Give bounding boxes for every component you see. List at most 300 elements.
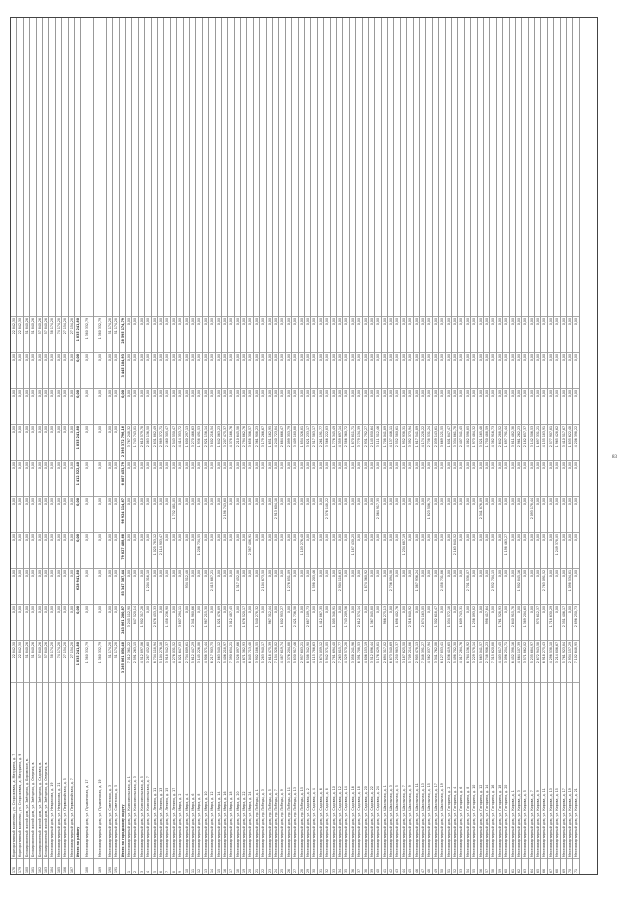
table-cell-name: Многоквартирный дом, ул. Гагарина, д. 2 xyxy=(446,682,451,858)
table-cell-c9: 0,00 xyxy=(446,352,451,388)
table-cell-c5: 0,00 xyxy=(548,496,553,532)
table-cell-c7: 2 543 550,47 xyxy=(171,424,176,460)
table-cell-c6: 0,00 xyxy=(567,460,572,496)
table-cell-name: Многоквартирный дом, ул. Школьная, д. 17 xyxy=(433,682,438,858)
table-cell-c4: 0,00 xyxy=(75,532,80,568)
table-cell-c7: 1 952 938,31 xyxy=(401,424,406,460)
table-cell-c3: 0,00 xyxy=(324,568,329,604)
table-cell-c7: 2 931 792,27 xyxy=(363,424,368,460)
table-cell-no: 52 xyxy=(452,858,457,874)
table-cell-c10: 0,00 xyxy=(510,316,515,352)
table-cell-c10: 0,00 xyxy=(279,316,284,352)
table-cell-name: Многоквартирный дом, ул. Школьная, д. 3 xyxy=(388,682,393,858)
table-cell-name: Корпоративный комплекс, ул. Сторожевая, д. Мазурина, д. 7 xyxy=(11,682,16,858)
table-cell-no: 16 xyxy=(222,858,227,874)
table-cell-c3: 0,00 xyxy=(503,568,508,604)
table-cell-c9: 0,00 xyxy=(132,352,137,388)
table-cell-c10: 0,00 xyxy=(267,316,272,352)
table-cell-c4: 0,00 xyxy=(331,532,336,568)
table-cell-c6: 0,00 xyxy=(254,460,259,496)
table-cell-c9: 0,00 xyxy=(113,352,118,388)
table-cell-no: 8 xyxy=(171,858,176,874)
table-cell-c6: 0,00 xyxy=(561,460,566,496)
table-cell-no: 64 xyxy=(529,858,534,874)
table-cell-no: 1 xyxy=(126,858,131,874)
table-cell-c1: 3 341 762,08 xyxy=(433,640,438,682)
table-cell-c3: 0,00 xyxy=(299,568,304,604)
table-cell-c7: 4 378 166,76 xyxy=(228,424,233,460)
table-cell-c5: 0,00 xyxy=(56,496,61,532)
table-cell-c7: 1 800 297,13 xyxy=(184,424,189,460)
table-cell-c3: 0,00 xyxy=(203,568,208,604)
table-cell-c7: 0,00 xyxy=(81,424,93,460)
table-cell-c8: 0,00 xyxy=(369,388,374,424)
table-cell-c10: 1 380 332,79 xyxy=(94,316,106,352)
table-cell-c4: 0,00 xyxy=(56,532,61,568)
table-cell-no: 36 xyxy=(350,858,355,874)
table-cell-c5: 0,00 xyxy=(541,496,546,532)
table-cell-c5: 0,00 xyxy=(433,496,438,532)
table-cell-name: Многоквартирный дом, ул. Мира, д. 12 xyxy=(209,682,214,858)
table-cell-c5: 0,00 xyxy=(331,496,336,532)
table-cell-c5: 0,00 xyxy=(363,496,368,532)
table-cell-c9: 0,00 xyxy=(388,352,393,388)
table-cell-c3: 2 104 673,50 xyxy=(260,568,265,604)
table-cell-c9: 0,00 xyxy=(548,352,553,388)
table-cell-name: Многоквартирный дом, ул. Школьная, д. 1 xyxy=(382,682,387,858)
table-cell-c9: 0,00 xyxy=(171,352,176,388)
table-cell-c9: 0,00 xyxy=(554,352,559,388)
table-cell-c4: 0,00 xyxy=(241,532,246,568)
table-cell-c7: 3 658 306,57 xyxy=(247,424,252,460)
table-cell-c7: 1 776 345,49 xyxy=(331,424,336,460)
table-cell-c4: 0,00 xyxy=(420,532,425,568)
table-cell-no: 178 xyxy=(11,858,16,874)
table-cell-c4: 0,00 xyxy=(267,532,272,568)
table-cell-c8: 0,00 xyxy=(573,388,578,424)
table-cell-c3: 0,00 xyxy=(37,568,42,604)
table-cell-c8: 0,00 xyxy=(107,388,112,424)
table-cell-c7: 2 610 579,78 xyxy=(139,424,144,460)
table-cell-c9: 0,00 xyxy=(190,352,195,388)
table-cell-name: Многоквартирный дом, ул. Первомайская, д. 7 xyxy=(69,682,74,858)
table-cell-c3: 0,00 xyxy=(139,568,144,604)
table-cell-c5: 0,00 xyxy=(394,496,399,532)
table-cell-c2: 1 987 215,30 xyxy=(203,604,208,640)
table-cell-c2: 0,00 xyxy=(324,604,329,640)
table-cell-c1: 2 591 263,15 xyxy=(132,640,137,682)
table-cell-c6: 0,00 xyxy=(516,460,521,496)
table-cell-c5: 0,00 xyxy=(69,496,74,532)
table-cell-c6: 0,00 xyxy=(17,460,22,496)
table-cell-name: Многоквартирный дом, ул. Садовая, д. 10 xyxy=(331,682,336,858)
table-cell-c6: 0,00 xyxy=(260,460,265,496)
table-cell-c5: 0,00 xyxy=(554,496,559,532)
table-cell-c10: 0,00 xyxy=(407,316,412,352)
table-cell-c5: 96 924 114,67 xyxy=(120,496,125,532)
table-cell-c1: 51 840,26 xyxy=(24,640,29,682)
table-cell-c8: 0,00 xyxy=(331,388,336,424)
table-cell-c7: 4 240 723,84 xyxy=(273,424,278,460)
table-cell-name: Многоквартирный дом, ул. Мира, д. 18 xyxy=(228,682,233,858)
table-cell-c7: 1 835 241,80 xyxy=(75,424,80,460)
table-cell-name: Многоквартирный дом, ул. Садовая, д. 2 xyxy=(305,682,310,858)
table-cell-c7: 3 566 222,83 xyxy=(324,424,329,460)
table-cell-c2: 0,00 xyxy=(260,604,265,640)
table-cell-no: 21 xyxy=(254,858,259,874)
table-cell-name: Многоквартирный дом, ул. Гагарина, д. 10 xyxy=(471,682,476,858)
table-cell-c7: 2 361 908,23 xyxy=(254,424,259,460)
table-cell-c10: 0,00 xyxy=(369,316,374,352)
table-cell-c4: 0,00 xyxy=(414,532,419,568)
table-cell-c8: 0,00 xyxy=(554,388,559,424)
table-cell-c1: 2 748 906,23 xyxy=(484,640,489,682)
table-cell-c8: 0,00 xyxy=(388,388,393,424)
table-cell-name: Многоквартирный дом, ул. Комсомольская, д. 5 xyxy=(139,682,144,858)
table-cell-c5: 0,00 xyxy=(107,496,112,532)
table-cell-c10: 0,00 xyxy=(414,316,419,352)
table-cell-c7: 3 179 266,67 xyxy=(260,424,265,460)
table-cell-c8: 0,00 xyxy=(177,388,182,424)
table-cell-c3: 0,00 xyxy=(43,568,48,604)
table-cell-c9: 0,00 xyxy=(311,352,316,388)
table-cell-c8: 0,00 xyxy=(318,388,323,424)
table-row xyxy=(81,18,94,874)
table-cell-c4: 0,00 xyxy=(363,532,368,568)
table-cell-c10: 0,00 xyxy=(478,316,483,352)
table-cell-c8: 0,00 xyxy=(382,388,387,424)
table-cell-c2: 3 245 112,90 xyxy=(126,604,131,640)
table-cell-c6: 0,00 xyxy=(37,460,42,496)
table-cell-c10: 0,00 xyxy=(254,316,259,352)
table-cell-c2: 2 876 453,33 xyxy=(152,604,157,640)
table-cell-c2: 0,00 xyxy=(184,604,189,640)
table-cell-c10: 57 840,26 xyxy=(43,316,48,352)
table-cell-no: 25 xyxy=(279,858,284,874)
table-cell-no: 44 xyxy=(401,858,406,874)
table-cell-c1: 2 734 809,61 xyxy=(184,640,189,682)
table-cell-no: 39 xyxy=(369,858,374,874)
table-cell-c9: 0,00 xyxy=(478,352,483,388)
table-cell-no: 42 xyxy=(388,858,393,874)
table-cell-no: 186 xyxy=(62,858,67,874)
table-cell-c8: 0,00 xyxy=(292,388,297,424)
table-cell-c1: 2 905 478,13 xyxy=(414,640,419,682)
table-cell-c6: 1 412 522,40 xyxy=(75,460,80,496)
table-cell-c1: 4 296 538,10 xyxy=(548,640,553,682)
table-cell-name: Многоквартирный дом, ул. Садовая, д. 22 xyxy=(369,682,374,858)
table-cell-c8: 0,00 xyxy=(56,388,61,424)
table-cell-c5: 0,00 xyxy=(184,496,189,532)
table-cell-c6: 0,00 xyxy=(94,460,106,496)
table-cell-c2: 0,00 xyxy=(414,604,419,640)
table-cell-c5: 0,00 xyxy=(318,496,323,532)
table-cell-c9: 0,00 xyxy=(541,352,546,388)
table-cell-c4: 0,00 xyxy=(433,532,438,568)
table-cell-c1: 8 021 647,83 xyxy=(177,640,182,682)
table-cell-c5: 0,00 xyxy=(420,496,425,532)
table-cell-c7: 4 382 916,73 xyxy=(490,424,495,460)
table-cell-c1: 6 452 398,16 xyxy=(510,640,515,682)
table-cell-c4: 1 234 687,19 xyxy=(401,532,406,568)
table-cell-c1: 7 315 620,88 xyxy=(490,640,495,682)
table-cell-c4: 0,00 xyxy=(484,532,489,568)
table-cell-c3: 0,00 xyxy=(113,568,118,604)
table-cell-c3: 0,00 xyxy=(24,568,29,604)
table-cell-c6: 0,00 xyxy=(375,460,380,496)
table-cell-c2: 1 005 348,91 xyxy=(331,604,336,640)
table-cell-c10: 0,00 xyxy=(471,316,476,352)
table-cell-c1: 4 512 897,06 xyxy=(139,640,144,682)
table-cell-c2: 0,00 xyxy=(516,604,521,640)
table-cell-c9: 0,00 xyxy=(414,352,419,388)
table-cell-c9: 0,00 xyxy=(561,352,566,388)
table-cell-c4: 0,00 xyxy=(279,532,284,568)
table-cell-c9: 0,00 xyxy=(510,352,515,388)
table-cell-c4: 1 198 463,27 xyxy=(503,532,508,568)
table-cell-c4: 0,00 xyxy=(107,532,112,568)
table-cell-c2: 1 540 278,32 xyxy=(254,604,259,640)
table-cell-c10: 0,00 xyxy=(331,316,336,352)
table-cell-c7: 3 811 482,38 xyxy=(510,424,515,460)
table-cell-c10: 0,00 xyxy=(561,316,566,352)
table-cell-c8: 0,00 xyxy=(164,388,169,424)
table-cell-c8: 0,00 xyxy=(407,388,412,424)
table-cell-c6: 0,00 xyxy=(497,460,502,496)
table-cell-c7: 2 517 583,17 xyxy=(311,424,316,460)
table-cell-c10: 0,00 xyxy=(388,316,393,352)
table-cell-c10: 0,00 xyxy=(426,316,431,352)
table-cell-c6: 0,00 xyxy=(510,460,515,496)
table-cell-c1: 5 498 702,30 xyxy=(452,640,457,682)
table-cell-no: 14 xyxy=(209,858,214,874)
table-cell-c3: 0,00 xyxy=(49,568,54,604)
table-cell-c9: 0,00 xyxy=(209,352,214,388)
table-cell-name: Многоквартирный дом, ул. Садовая, д. 6 xyxy=(318,682,323,858)
table-cell-c4: 0,00 xyxy=(203,532,208,568)
table-cell-c7: 2 794 862,76 xyxy=(241,424,246,460)
table-cell-c6: 0,00 xyxy=(139,460,144,496)
table-row xyxy=(573,18,579,874)
table-cell-name: Многоквартирный дом, ул. Гагарина, д. 14 xyxy=(484,682,489,858)
table-cell-c6: 0,00 xyxy=(311,460,316,496)
table-cell-c8: 0,00 xyxy=(484,388,489,424)
table-cell-no: 12 xyxy=(196,858,201,874)
table-cell-c3: 0,00 xyxy=(510,568,515,604)
table-cell-c6: 0,00 xyxy=(433,460,438,496)
table-cell-no: 43 xyxy=(394,858,399,874)
table-cell-c6: 0,00 xyxy=(209,460,214,496)
table-cell-c6: 0,00 xyxy=(235,460,240,496)
table-cell-c10: 0,00 xyxy=(503,316,508,352)
table-cell-c6: 0,00 xyxy=(503,460,508,496)
table-cell-c7: 2 989 372,71 xyxy=(158,424,163,460)
table-cell-c4: 0,00 xyxy=(216,532,221,568)
table-cell-c8: 0,00 xyxy=(196,388,201,424)
table-cell-no: 47 xyxy=(420,858,425,874)
table-cell-no: 32 xyxy=(324,858,329,874)
table-cell-no: 69 xyxy=(561,858,566,874)
table-cell-c3: 0,00 xyxy=(497,568,502,604)
table-cell-c2: 1 743 209,56 xyxy=(343,604,348,640)
table-cell-c7: 3 779 134,39 xyxy=(356,424,361,460)
table-cell-c1: 3 902 186,55 xyxy=(254,640,259,682)
table-cell-c9: 0,00 xyxy=(158,352,163,388)
table-cell-c7: 0,00 xyxy=(69,424,74,460)
table-cell-c10: 22 842,30 xyxy=(11,316,16,352)
table-cell-c8: 0,00 xyxy=(426,388,431,424)
table-cell-c1: 5 942 371,05 xyxy=(324,640,329,682)
table-cell-c7: 2 577 907,81 xyxy=(548,424,553,460)
table-cell-no: 24 xyxy=(273,858,278,874)
table-cell-c5: 2 913 604,18 xyxy=(273,496,278,532)
table-cell-c2: 0,00 xyxy=(158,604,163,640)
table-cell-c7: 1 651 162,95 xyxy=(267,424,272,460)
table-cell-c8: 0,00 xyxy=(222,388,227,424)
table-cell-c9: 0,00 xyxy=(567,352,572,388)
table-cell-c8: 0,00 xyxy=(81,388,93,424)
table-cell-c9: 0,00 xyxy=(497,352,502,388)
table-cell-c6: 0,00 xyxy=(465,460,470,496)
table-cell-c2: 0,00 xyxy=(478,604,483,640)
table-cell-no: 50 xyxy=(439,858,444,874)
table-cell-c5: 0,00 xyxy=(241,496,246,532)
table-cell-c8: 0,00 xyxy=(324,388,329,424)
table-cell-c9: 0,00 xyxy=(11,352,16,388)
table-cell-c5: 0,00 xyxy=(132,496,137,532)
table-cell-c8: 0,00 xyxy=(401,388,406,424)
table-cell-c4: 0,00 xyxy=(30,532,35,568)
table-cell-c2: 0,00 xyxy=(171,604,176,640)
table-cell-c10: 27 154,28 xyxy=(62,316,67,352)
table-cell-c6: 0,00 xyxy=(196,460,201,496)
table-cell-c10: 0,00 xyxy=(209,316,214,352)
table-cell-c10: 51 840,26 xyxy=(30,316,35,352)
table-cell-c3: 0,00 xyxy=(407,568,412,604)
table-cell-c7: 1 835 622,48 xyxy=(567,424,572,460)
table-cell-name: Многоквартирный дом, ул. Ленина, д. 15 xyxy=(164,682,169,858)
table-cell-c9: 0,00 xyxy=(196,352,201,388)
table-cell-c10: 0,00 xyxy=(305,316,310,352)
table-cell-c6: 0,00 xyxy=(184,460,189,496)
table-cell-name: Многоквартирный дом, пр. Победы, д. 11 xyxy=(286,682,291,858)
table-cell-c9: 0,00 xyxy=(363,352,368,388)
table-cell-c5: 0,00 xyxy=(177,496,182,532)
table-cell-c9: 0,00 xyxy=(152,352,157,388)
table-cell-c4: 0,00 xyxy=(113,532,118,568)
table-cell-c4: 0,00 xyxy=(394,532,399,568)
table-cell-name: Многоквартирный дом, ул. Школьная, д. 11 xyxy=(414,682,419,858)
table-cell-c6: 0,00 xyxy=(222,460,227,496)
table-cell-name: Многоквартирный дом, ул. Кирова, д. 17 xyxy=(561,682,566,858)
table-cell-c10: 0,00 xyxy=(541,316,546,352)
table-cell-c5: 1 823 506,70 xyxy=(426,496,431,532)
table-cell-c1: 7 390 654,21 xyxy=(228,640,233,682)
table-cell-no: 57 xyxy=(484,858,489,874)
table-cell-c7: 4 414 353,72 xyxy=(177,424,182,460)
table-cell-c7: 4 155 183,91 xyxy=(541,424,546,460)
table-cell-c2: 0,00 xyxy=(567,604,572,640)
table-cell-no: 184 xyxy=(49,858,54,874)
table-cell-c1: 5 863 041,57 xyxy=(478,640,483,682)
table-cell-c9: 0,00 xyxy=(235,352,240,388)
table-cell-c3: 0,00 xyxy=(228,568,233,604)
table-cell-c1: 3 512 896,44 xyxy=(369,640,374,682)
table-cell-c5: 0,00 xyxy=(388,496,393,532)
table-cell-c7: 1 973 484,32 xyxy=(471,424,476,460)
table-cell-c1: 5 176 429,81 xyxy=(375,640,380,682)
table-cell-c9: 0,00 xyxy=(382,352,387,388)
table-cell-c8: 0,00 xyxy=(75,388,80,424)
table-cell-c4: 0,00 xyxy=(522,532,527,568)
table-cell-c1: 27 154,28 xyxy=(62,640,67,682)
table-cell-c6: 0,00 xyxy=(452,460,457,496)
table-cell-c5: 0,00 xyxy=(216,496,221,532)
table-cell-c1: 3 058 241,96 xyxy=(350,640,355,682)
table-cell-c2: 1 609 743,31 xyxy=(458,604,463,640)
table-cell-c7: 1 854 326,81 xyxy=(299,424,304,460)
table-cell-c6: 0,00 xyxy=(273,460,278,496)
table-cell-c8: 0,00 xyxy=(337,388,342,424)
table-cell-c5: 0,00 xyxy=(311,496,316,532)
table-cell-c7: 2 684 666,47 xyxy=(279,424,284,460)
table-cell-name: Многоквартирный дом, ул. Советская, д. 3 xyxy=(107,682,112,858)
table-cell-c3: 0,00 xyxy=(171,568,176,604)
table-cell-c4: 0,00 xyxy=(561,532,566,568)
table-cell-c6: 0,00 xyxy=(350,460,355,496)
table-cell-c1: 2 863 540,12 xyxy=(216,640,221,682)
table-cell-no: 183 xyxy=(43,858,48,874)
table-cell-c7: 1 743 743,01 xyxy=(132,424,137,460)
table-cell-no: 19 xyxy=(241,858,246,874)
table-cell-c5: 0,00 xyxy=(567,496,572,532)
table-cell-c2: 0,00 xyxy=(107,604,112,640)
table-cell-c10: 0,00 xyxy=(567,316,572,352)
table-cell-name: Многоквартирный дом, ул. Гагарина, д. 4 xyxy=(452,682,457,858)
data-table xyxy=(10,17,598,875)
table-cell-c5: 0,00 xyxy=(382,496,387,532)
table-cell-c1: 6 734 118,94 xyxy=(152,640,157,682)
table-cell-c7: 2 407 541,45 xyxy=(458,424,463,460)
table-cell-c3: 0,00 xyxy=(369,568,374,604)
table-cell-c7: 3 409 180,88 xyxy=(292,424,297,460)
table-cell-c2: 0,00 xyxy=(541,604,546,640)
table-cell-c5: 0,00 xyxy=(356,496,361,532)
table-cell-c4: 0,00 xyxy=(407,532,412,568)
table-cell-c3: 0,00 xyxy=(573,568,578,604)
table-cell-no: 28 xyxy=(299,858,304,874)
table-cell-c6: 0,00 xyxy=(56,460,61,496)
table-cell-c3: 0,00 xyxy=(471,568,476,604)
table-cell-name: Многоквартирный дом, ул. Комсомольская, д. 1 xyxy=(126,682,131,858)
table-cell-c5: 0,00 xyxy=(350,496,355,532)
table-cell-no: 191 xyxy=(113,858,118,874)
table-cell-c7: 0,00 xyxy=(24,424,29,460)
table-cell-name: Многоквартирный дом, ул. Садовая, д. 4 xyxy=(311,682,316,858)
table-cell-c4: 0,00 xyxy=(171,532,176,568)
table-cell-c10: 0,00 xyxy=(139,316,144,352)
table-cell-c1: 4 115 786,63 xyxy=(311,640,316,682)
table-cell-c7: 1 938 491,53 xyxy=(196,424,201,460)
table-cell-c2: 0,00 xyxy=(196,604,201,640)
table-cell-c5: 0,00 xyxy=(497,496,502,532)
table-cell-c3: 0,00 xyxy=(535,568,540,604)
table-cell-c10: 0,00 xyxy=(497,316,502,352)
table-cell-c10: 51 174,28 xyxy=(113,316,118,352)
table-cell-c4: 0,00 xyxy=(94,532,106,568)
table-cell-c10: 0,00 xyxy=(394,316,399,352)
table-cell-c5: 0,00 xyxy=(452,496,457,532)
